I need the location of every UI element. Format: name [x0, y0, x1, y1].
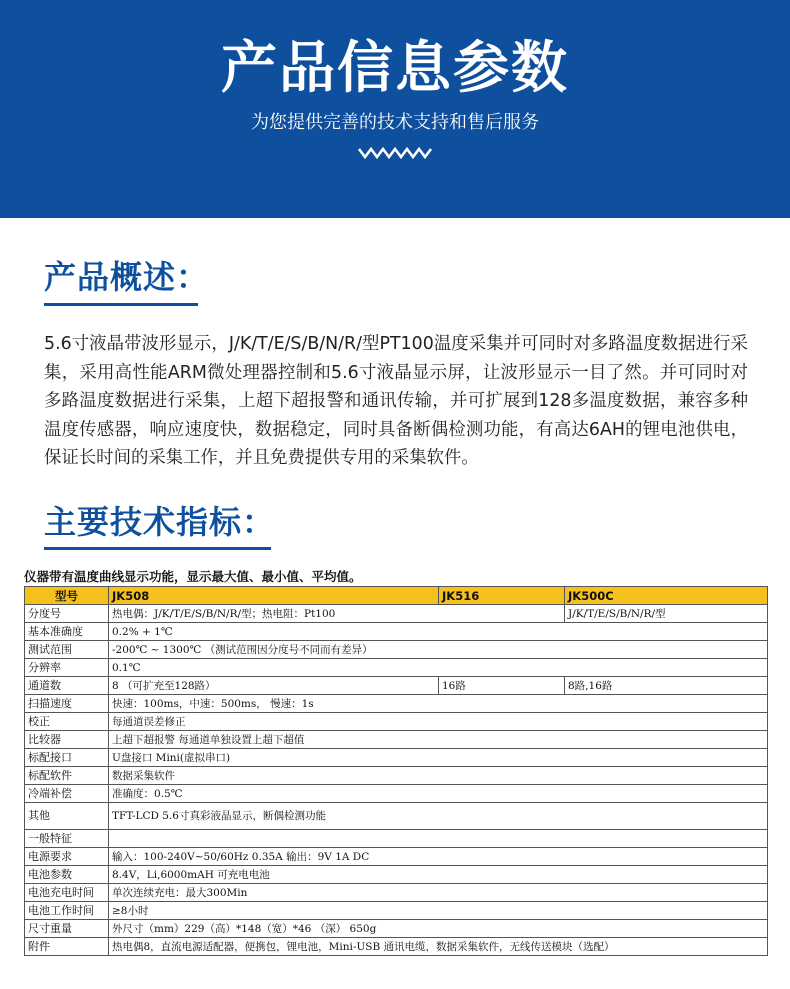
- page-title: 产品信息参数: [221, 36, 569, 101]
- table-row: [25, 884, 768, 902]
- table-row: [25, 920, 768, 938]
- row-label: 附件: [25, 938, 109, 956]
- row-label: 标配软件: [25, 767, 109, 785]
- row-value: 8.4V，Li,6000mAH 可充电电池: [109, 866, 768, 884]
- overview-underline: [44, 303, 198, 306]
- zigzag-icon: [357, 146, 433, 160]
- row-value: 准确度：0.5℃: [109, 785, 768, 803]
- table-row: [25, 623, 768, 641]
- table-row: [25, 695, 768, 713]
- table-row: [25, 749, 768, 767]
- table-row: [25, 767, 768, 785]
- table-row: [25, 938, 768, 956]
- row-value: [109, 830, 768, 848]
- table-header-row: [25, 587, 768, 605]
- row-value: 上超下超报警 每通道单独设置上超下超值: [109, 731, 768, 749]
- spec-caption: 仪器带有温度曲线显示功能，显示最大值、最小值、平均值。: [24, 569, 362, 584]
- row-label: 电池工作时间: [25, 902, 109, 920]
- row-value: 单次连续充电：最大300Min: [109, 884, 768, 902]
- table-row: [25, 866, 768, 884]
- row-value: 0.1℃: [109, 659, 768, 677]
- row-value: U盘接口 Mini(虚拟串口): [109, 749, 768, 767]
- page-subtitle: 为您提供完善的技术支持和售后服务: [251, 112, 539, 133]
- row-value: 热电偶：J/K/T/E/S/B/N/R/型；热电阻：Pt100: [109, 605, 565, 623]
- table-row: [25, 848, 768, 866]
- row-label: 通道数: [25, 677, 109, 695]
- row-value: 每通道误差修正: [109, 713, 768, 731]
- table-row: [25, 605, 768, 623]
- table-row: [25, 677, 768, 695]
- table-row: [25, 713, 768, 731]
- row-value: 外尺寸（mm）229（高）*148（宽）*46 （深） 650g: [109, 920, 768, 938]
- table-row: [25, 803, 768, 830]
- row-value: 8路,16路: [565, 677, 768, 695]
- specs-underline: [44, 547, 271, 550]
- row-label: 尺寸重量: [25, 920, 109, 938]
- table-row: [25, 641, 768, 659]
- row-value: 热电偶8，直流电源适配器，便携包，锂电池，Mini-USB 通讯电缆，数据采集软件，无线传送模块（选配）: [109, 938, 768, 956]
- table-row: [25, 902, 768, 920]
- row-label: 电源要求: [25, 848, 109, 866]
- model-jk516: JK516: [439, 587, 565, 605]
- row-label: 冷端补偿: [25, 785, 109, 803]
- row-label: 标配接口: [25, 749, 109, 767]
- model-jk500c: JK500C: [565, 587, 768, 605]
- header-banner: [0, 0, 790, 218]
- model-jk508: JK508: [109, 587, 439, 605]
- overview-text: 5.6寸液晶带波形显示，J/K/T/E/S/B/N/R/型PT100温度采集并可同时对多路温度数据进行采集，采用高性能ARM微处理器控制和5.6寸液晶显示屏，让波形显示一目了然。并可同时对多路温度数据进行采集，上超下超报警和通讯传输，并可扩展到128多温度数据，兼容多种温度传感器，响应速度快，数据稳定，同时具备断偶检测功能，有高达6AH的锂电池供电，保证长时间的采集工作，并且免费提供专用的采集软件。: [44, 334, 748, 469]
- table-row: [25, 785, 768, 803]
- row-label: 校正: [25, 713, 109, 731]
- row-label: 分辨率: [25, 659, 109, 677]
- row-value: -200℃ ~ 1300℃ （测试范围因分度号不同而有差异）: [109, 641, 768, 659]
- table-row: [25, 659, 768, 677]
- specs-heading: 主要技术指标：: [44, 503, 276, 541]
- row-value: 数据采集软件: [109, 767, 768, 785]
- row-label: 比较器: [25, 731, 109, 749]
- spec-table: [24, 586, 768, 956]
- overview-heading: 产品概述：: [44, 258, 210, 296]
- row-label: 电池充电时间: [25, 884, 109, 902]
- row-label: 分度号: [25, 605, 109, 623]
- row-value: 0.2% + 1℃: [109, 623, 768, 641]
- row-value: ≥8小时: [109, 902, 768, 920]
- row-label: 一般特征: [25, 830, 109, 848]
- row-label: 其他: [25, 803, 109, 830]
- row-label: 基本准确度: [25, 623, 109, 641]
- row-value: TFT-LCD 5.6寸真彩液晶显示，断偶检测功能: [109, 803, 768, 830]
- row-label: 电池参数: [25, 866, 109, 884]
- row-value: J/K/T/E/S/B/N/R/型: [565, 605, 768, 623]
- row-value: 8 （可扩充至128路）: [109, 677, 439, 695]
- row-value: 16路: [439, 677, 565, 695]
- table-row: [25, 830, 768, 848]
- row-value: 输入：100-240V~50/60Hz 0.35A 输出：9V 1A DC: [109, 848, 768, 866]
- row-label: 扫描速度: [25, 695, 109, 713]
- header-model-label: 型号: [25, 587, 109, 605]
- row-value: 快速：100ms，中速：500ms， 慢速：1s: [109, 695, 768, 713]
- row-label: 测试范围: [25, 641, 109, 659]
- table-row: [25, 731, 768, 749]
